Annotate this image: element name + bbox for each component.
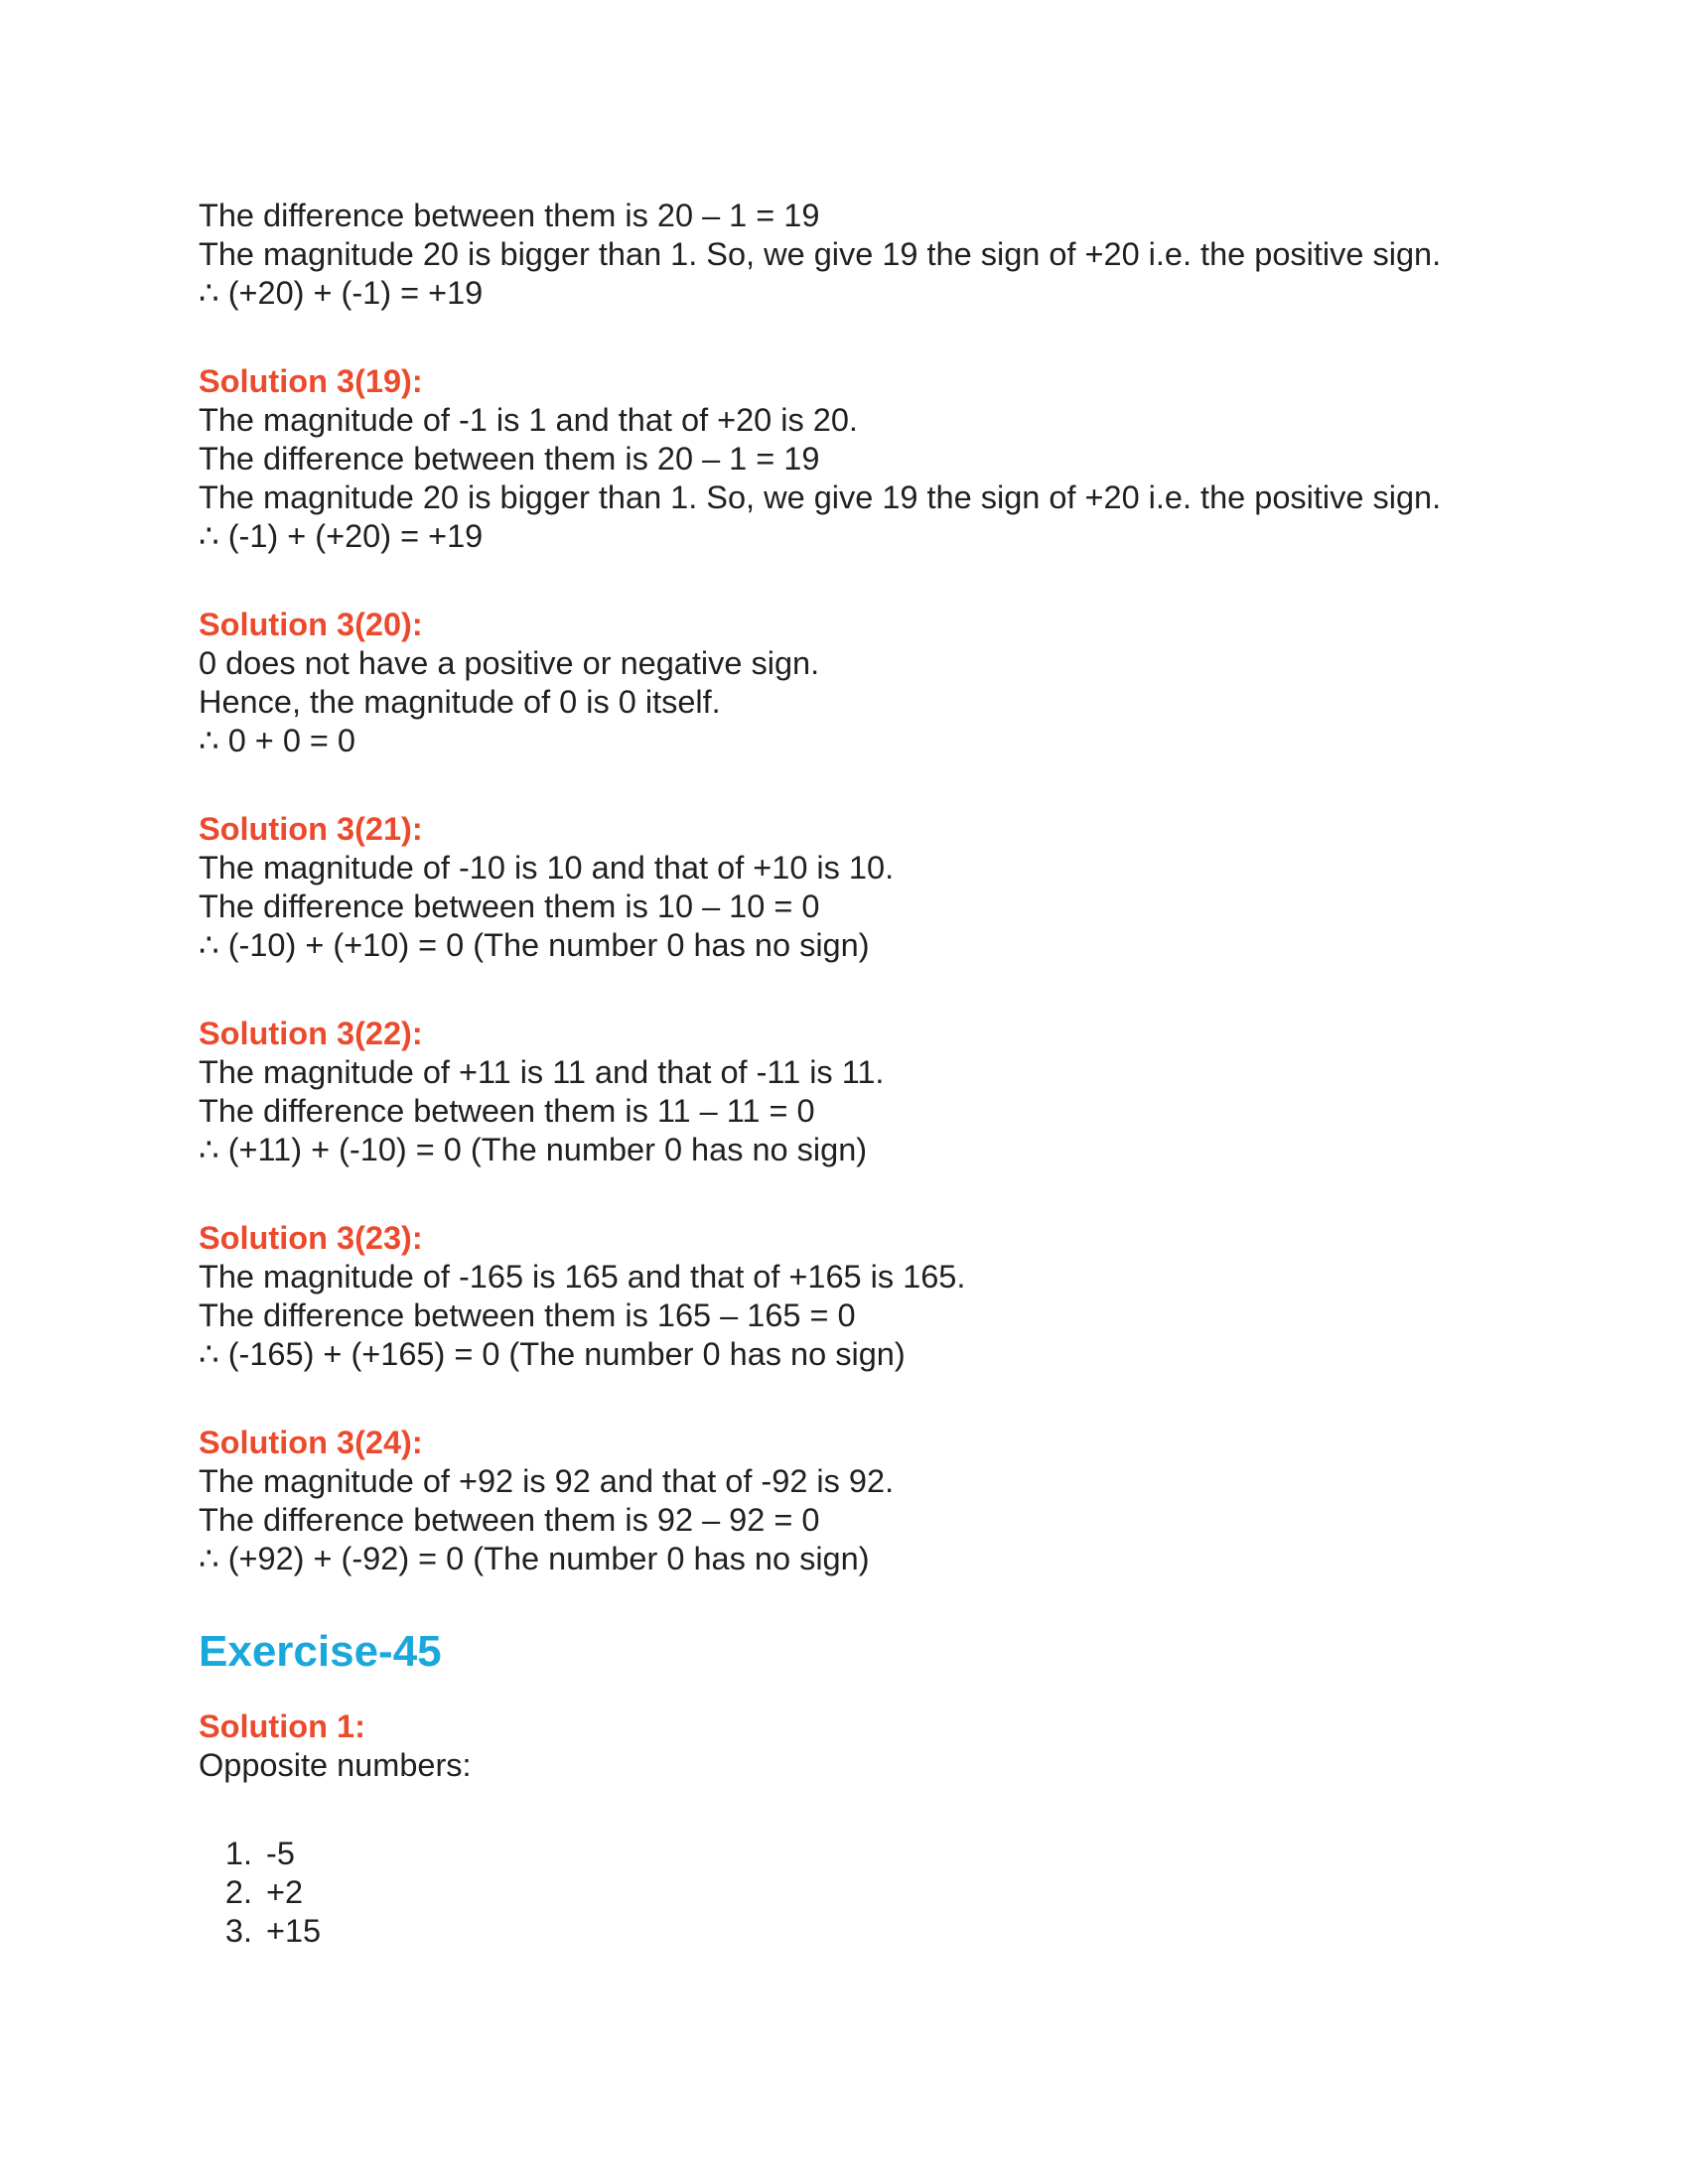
- solution-3-23: [199, 1219, 1509, 1374]
- list-value: +15: [266, 1913, 322, 1949]
- solution-heading: Solution 3(21):: [199, 811, 423, 847]
- exercise-title: Exercise-45: [199, 1627, 442, 1676]
- solution-3-24: [199, 1424, 1509, 1578]
- solution-line: The magnitude of -165 is 165 and that of +165 is 165.: [199, 1259, 966, 1295]
- solution-heading: Solution 3(24):: [199, 1425, 423, 1460]
- exercise-solution-1: [199, 1707, 1509, 1785]
- solution-line: ∴ 0 + 0 = 0: [199, 723, 356, 758]
- list-item: [199, 1912, 1509, 1951]
- intro-line: ∴ (+20) + (-1) = +19: [199, 275, 484, 311]
- solution-line: The magnitude 20 is bigger than 1. So, we give 19 the sign of +20 i.e. the positive sign.: [199, 479, 1442, 515]
- solution-line: ∴ (-1) + (+20) = +19: [199, 518, 484, 554]
- solution-line: The difference between them is 10 – 10 = 0: [199, 888, 820, 924]
- solution-line: The magnitude of -1 is 1 and that of +20 is 20.: [199, 402, 858, 438]
- page-content: [199, 197, 1509, 1951]
- solution-line: ∴ (-165) + (+165) = 0 (The number 0 has no sign): [199, 1336, 906, 1372]
- solution-line: The difference between them is 20 – 1 = 19: [199, 441, 820, 477]
- solution-line: The magnitude of +11 is 11 and that of -11 is 11.: [199, 1054, 885, 1090]
- solution-line: The difference between them is 92 – 92 = 0: [199, 1502, 820, 1538]
- solution-heading: Solution 3(23):: [199, 1220, 423, 1256]
- solution-heading: Solution 1:: [199, 1708, 365, 1744]
- intro-line: The difference between them is 20 – 1 = 19: [199, 198, 820, 233]
- list-number: 3.: [224, 1913, 252, 1949]
- solution-heading: Solution 3(20):: [199, 607, 423, 642]
- solution-line: ∴ (+11) + (-10) = 0 (The number 0 has no sign): [199, 1132, 868, 1167]
- solution-line: ∴ (+92) + (-92) = 0 (The number 0 has no sign): [199, 1541, 870, 1576]
- intro-line: The magnitude 20 is bigger than 1. So, we give 19 the sign of +20 i.e. the positive sign.: [199, 236, 1442, 272]
- answer-list: [199, 1835, 1509, 1951]
- list-number: 1.: [224, 1836, 252, 1871]
- list-value: -5: [266, 1836, 295, 1871]
- solution-3-22: [199, 1015, 1509, 1169]
- intro-block: [199, 197, 1509, 313]
- solution-3-20: [199, 606, 1509, 760]
- solution-line: The difference between them is 11 – 11 = 0: [199, 1093, 815, 1129]
- solution-line: The magnitude of +92 is 92 and that of -92 is 92.: [199, 1463, 895, 1499]
- solution-3-19: [199, 362, 1509, 556]
- list-item: [199, 1873, 1509, 1912]
- list-item: [199, 1835, 1509, 1873]
- list-value: +2: [266, 1874, 304, 1910]
- list-number: 2.: [224, 1874, 252, 1910]
- solution-line: ∴ (-10) + (+10) = 0 (The number 0 has no sign): [199, 927, 870, 963]
- solution-heading: Solution 3(22):: [199, 1016, 423, 1051]
- solution-3-21: [199, 810, 1509, 965]
- solution-heading: Solution 3(19):: [199, 363, 423, 399]
- solution-intro: Opposite numbers:: [199, 1747, 472, 1783]
- solution-line: The difference between them is 165 – 165 = 0: [199, 1297, 856, 1333]
- solution-line: 0 does not have a positive or negative sign.: [199, 645, 820, 681]
- solution-line: The magnitude of -10 is 10 and that of +10 is 10.: [199, 850, 895, 886]
- solution-line: Hence, the magnitude of 0 is 0 itself.: [199, 684, 721, 720]
